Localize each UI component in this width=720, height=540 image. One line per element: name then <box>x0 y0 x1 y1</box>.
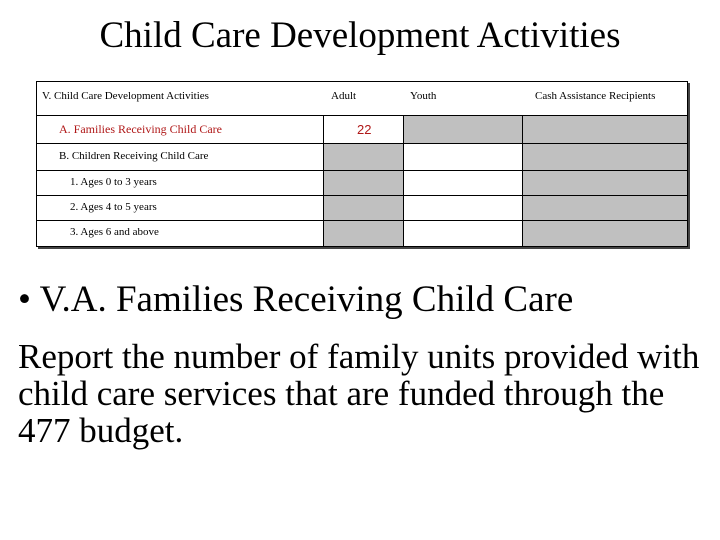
column-divider <box>323 115 324 246</box>
header-youth: Youth <box>410 90 437 102</box>
adult-cell-ages-0-3 <box>323 170 403 195</box>
row-label-ages-6-up: 3. Ages 6 and above <box>70 226 159 238</box>
adult-cell-ages-6-up <box>323 220 403 246</box>
row-divider <box>37 143 687 144</box>
cash-cell-ages-6-up <box>522 220 687 246</box>
header-adult: Adult <box>331 90 357 102</box>
youth-cell-families <box>403 115 522 143</box>
body-paragraph: Report the number of family units provided with child care services that are funded through the 477 budget. <box>18 337 700 450</box>
families-adult-value: 22 <box>357 122 372 137</box>
row-divider <box>37 195 687 196</box>
adult-cell-ages-4-5 <box>323 195 403 220</box>
row-divider <box>37 170 687 171</box>
bullet-symbol: • <box>18 279 31 320</box>
row-label-ages-0-3: 1. Ages 0 to 3 years <box>70 176 157 188</box>
cash-cell-ages-0-3 <box>522 170 687 195</box>
row-divider <box>37 115 687 116</box>
column-divider <box>522 115 523 246</box>
row-label-families: A. Families Receiving Child Care <box>59 122 222 136</box>
header-cash-assistance: Cash Assistance Recipients <box>535 90 656 102</box>
slide-title: Child Care Development Activities <box>99 15 621 56</box>
bullet-heading-text: V.A. Families Receiving Child Care <box>39 279 574 320</box>
row-divider <box>37 220 687 221</box>
cash-cell-children <box>522 143 687 170</box>
activities-table <box>36 81 688 247</box>
row-label-ages-4-5: 2. Ages 4 to 5 years <box>70 201 157 213</box>
bullet-heading <box>18 279 573 321</box>
row-label-children: B. Children Receiving Child Care <box>59 150 209 162</box>
cash-cell-ages-4-5 <box>522 195 687 220</box>
adult-cell-children <box>323 143 403 170</box>
cash-cell-families <box>522 115 687 143</box>
column-divider <box>403 115 404 246</box>
header-row-label: V. Child Care Development Activities <box>42 90 209 102</box>
